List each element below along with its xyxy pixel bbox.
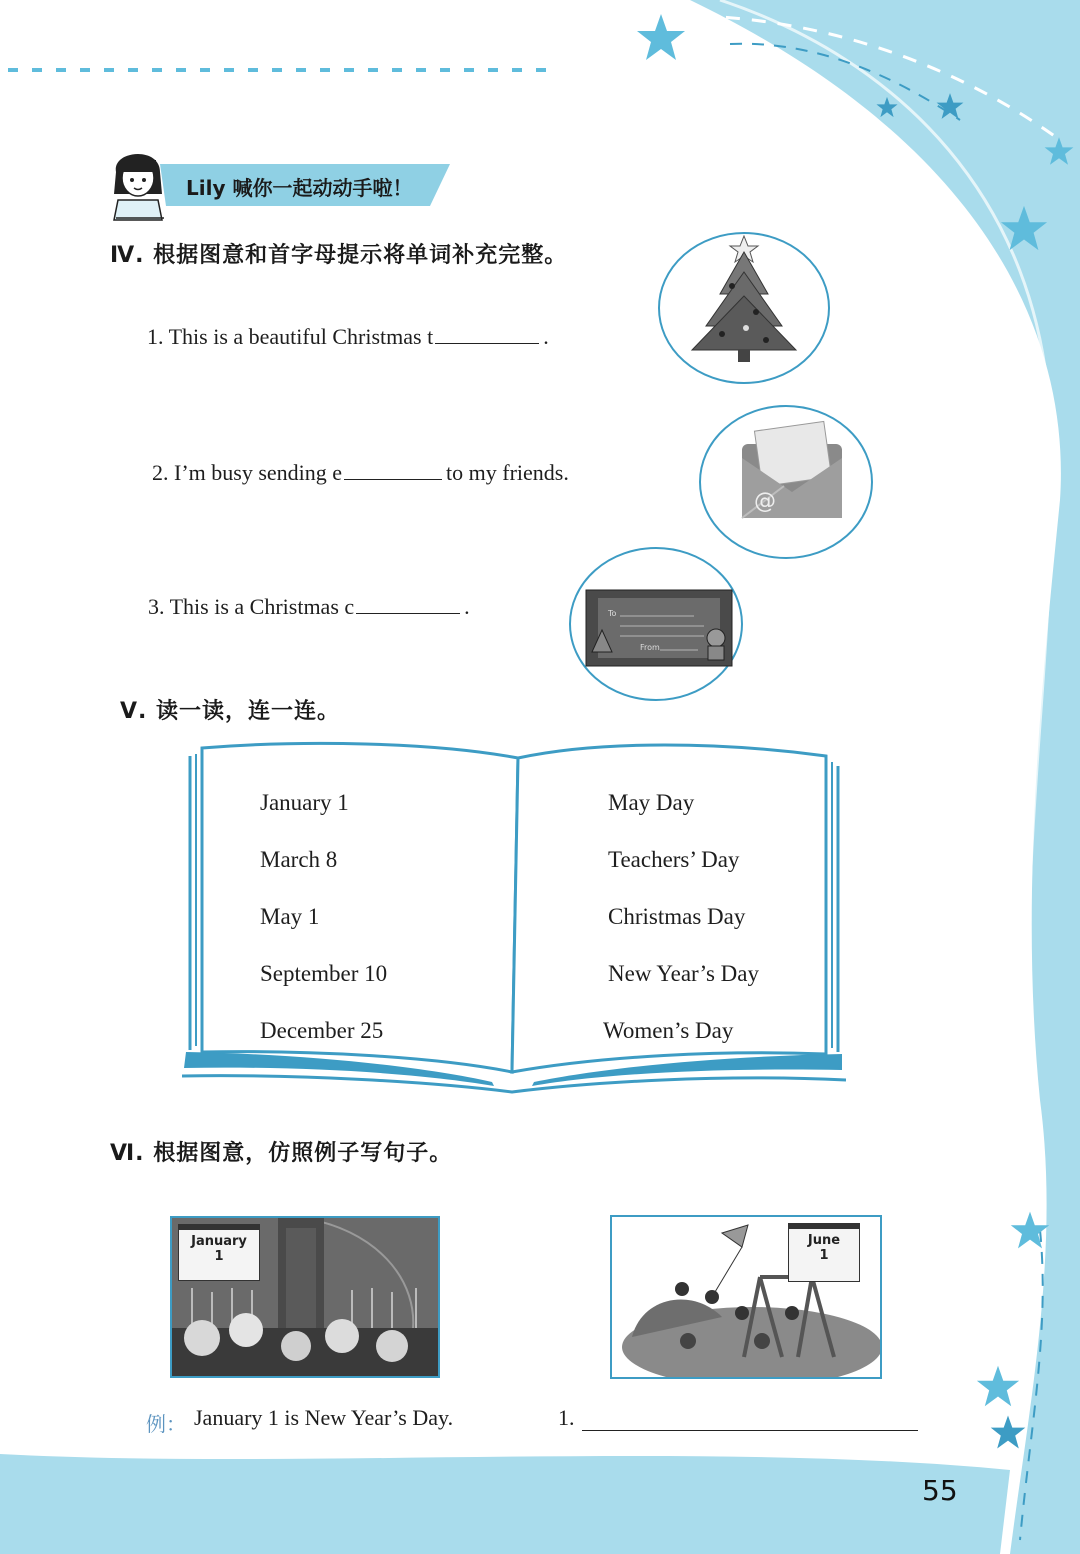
answer-blank-3[interactable]	[356, 612, 460, 614]
calendar-page	[788, 1223, 860, 1282]
star-icon	[636, 12, 686, 62]
section-5-title: Ⅴ. 读一读，连一连。	[120, 699, 341, 724]
question-3-end: .	[464, 594, 470, 619]
section-6-title: Ⅵ. 根据图意，仿照例子写句子。	[110, 1141, 453, 1166]
question-1-end: .	[543, 324, 549, 349]
holiday-item[interactable]: Women’s Day	[603, 1018, 734, 1043]
star-icon	[876, 96, 898, 118]
question-2-end: to my friends.	[446, 460, 569, 485]
christmas-tree-icon	[656, 230, 832, 386]
calendar-month: June	[807, 1233, 841, 1248]
answer-blank-2[interactable]	[344, 478, 442, 480]
email-at-symbol: @	[754, 489, 776, 514]
question-1-text: 1. This is a beautiful Christmas t	[147, 324, 434, 349]
new-year-picture	[170, 1216, 440, 1378]
question-3	[148, 594, 470, 620]
holiday-item[interactable]: Christmas Day	[608, 904, 746, 929]
star-icon	[990, 1414, 1026, 1450]
answer-number: 1.	[558, 1405, 575, 1430]
holiday-item[interactable]: May Day	[608, 790, 695, 815]
childrens-day-picture	[610, 1215, 882, 1379]
holiday-item[interactable]: New Year’s Day	[608, 961, 759, 986]
card-to-label: To	[608, 609, 617, 618]
holiday-item[interactable]: Teachers’ Day	[608, 847, 740, 872]
email-envelope-icon	[698, 404, 874, 560]
star-icon	[1044, 136, 1074, 166]
calendar-day: 1	[819, 1248, 829, 1263]
star-icon	[936, 92, 964, 120]
star-icon	[1000, 204, 1048, 252]
calendar-day: 1	[214, 1249, 224, 1264]
page-number: 55	[922, 1474, 958, 1507]
date-item[interactable]: September 10	[260, 961, 388, 986]
question-3-text: 3. This is a Christmas c	[148, 594, 355, 619]
example-sentence: January 1 is New Year’s Day.	[194, 1405, 454, 1430]
date-item[interactable]: March 8	[260, 847, 338, 872]
calendar-page	[178, 1224, 260, 1281]
question-2	[152, 460, 569, 486]
star-icon	[976, 1364, 1020, 1408]
banner-text: Lily 喊你一起动动手啦！	[186, 176, 413, 200]
question-2-text: 2. I’m busy sending e	[152, 460, 343, 485]
date-item[interactable]: January 1	[260, 790, 349, 815]
section-4-title: Ⅳ. 根据图意和首字母提示将单词补充完整。	[110, 243, 568, 268]
star-icon	[1010, 1210, 1050, 1250]
question-1	[147, 324, 549, 350]
christmas-card-icon	[568, 546, 744, 702]
card-from-label: From	[640, 643, 660, 652]
date-item[interactable]: May 1	[260, 904, 320, 929]
example-label: 例：	[146, 1412, 186, 1436]
answer-blank-1[interactable]	[435, 342, 539, 344]
answer-line[interactable]	[582, 1430, 918, 1431]
calendar-month: January	[191, 1234, 247, 1249]
date-item[interactable]: December 25	[260, 1018, 384, 1043]
